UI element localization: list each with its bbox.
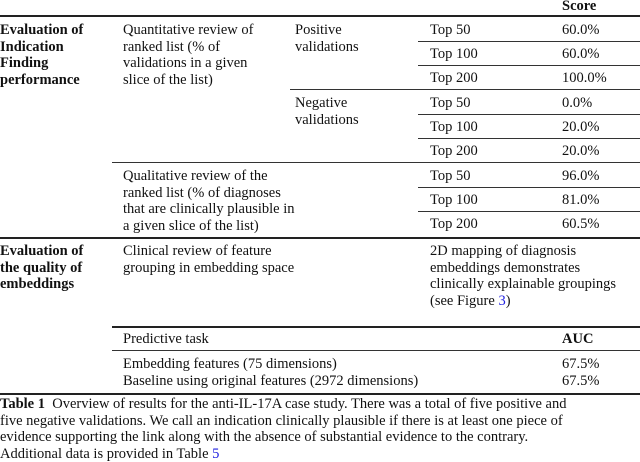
row-rule [418,187,640,188]
quantitative-label: Quantitative review of ranked list (% of validations in a given slice of the list) [123,22,254,88]
score: 20.0% [562,143,600,159]
slice: Top 100 [430,46,478,62]
slice: Top 200 [430,216,478,232]
auc: 67.5% [562,356,600,372]
slice: Top 100 [430,192,478,208]
slice: Top 200 [430,143,478,159]
slice: Top 200 [430,70,478,86]
slice: Top 50 [430,95,471,111]
task: Embedding features (75 dimensions) [123,356,337,372]
score: 20.0% [562,119,600,135]
predictive-task-header: Predictive task [123,331,209,347]
slice: Top 50 [430,168,471,184]
positive-label: Positive validations [295,22,359,55]
score: 60.5% [562,216,600,232]
slice: Top 50 [430,22,471,38]
task: Baseline using original features (2972 dimensions) [123,373,419,389]
score: 96.0% [562,168,600,184]
bottom-rule [0,393,640,395]
row-rule [418,211,640,212]
clinical-review-result: 2D mapping of diagnosis embeddings demonstrates clinically explainable groupings (see Figure 3) [430,243,617,309]
clinical-review-label: Clinical review of feature grouping in embedding space [123,243,295,276]
score: 60.0% [562,46,600,62]
section-rule [0,237,640,239]
top-rule [0,15,640,17]
auc: 67.5% [562,373,600,389]
auc-header: AUC [562,331,594,347]
table-link[interactable]: 5 [212,445,220,462]
negative-label: Negative validations [295,95,359,128]
section1-title: Evaluation of Indication Finding performance [0,22,84,88]
score-header: Score [562,0,597,14]
row-rule [418,41,640,42]
row-rule [418,65,640,66]
row-rule [418,138,640,139]
row-rule [112,350,640,351]
score: 81.0% [562,192,600,208]
row-rule [112,326,640,328]
row-rule [290,89,640,90]
section2-title: Evaluation of the quality of embeddings [0,243,84,292]
table-caption: Table 1 Overview of results for the anti-IL-17A case study. There was a total of five positive and five negative validations. We call an indication clinically plausible if there is at least one piece of evidence supporting the link along with the absence of substantial evidence to the contrary. Additional data is provided in Table 5 [0,396,567,462]
score: 0.0% [562,95,593,111]
score: 60.0% [562,22,600,38]
score: 100.0% [562,70,607,86]
qualitative-label: Qualitative review of the ranked list (% of diagnoses that are clinically plausible in a given slice of the list) [123,168,295,234]
row-rule [112,162,640,163]
figure-link[interactable]: 3 [498,292,506,309]
slice: Top 100 [430,119,478,135]
row-rule [418,114,640,115]
